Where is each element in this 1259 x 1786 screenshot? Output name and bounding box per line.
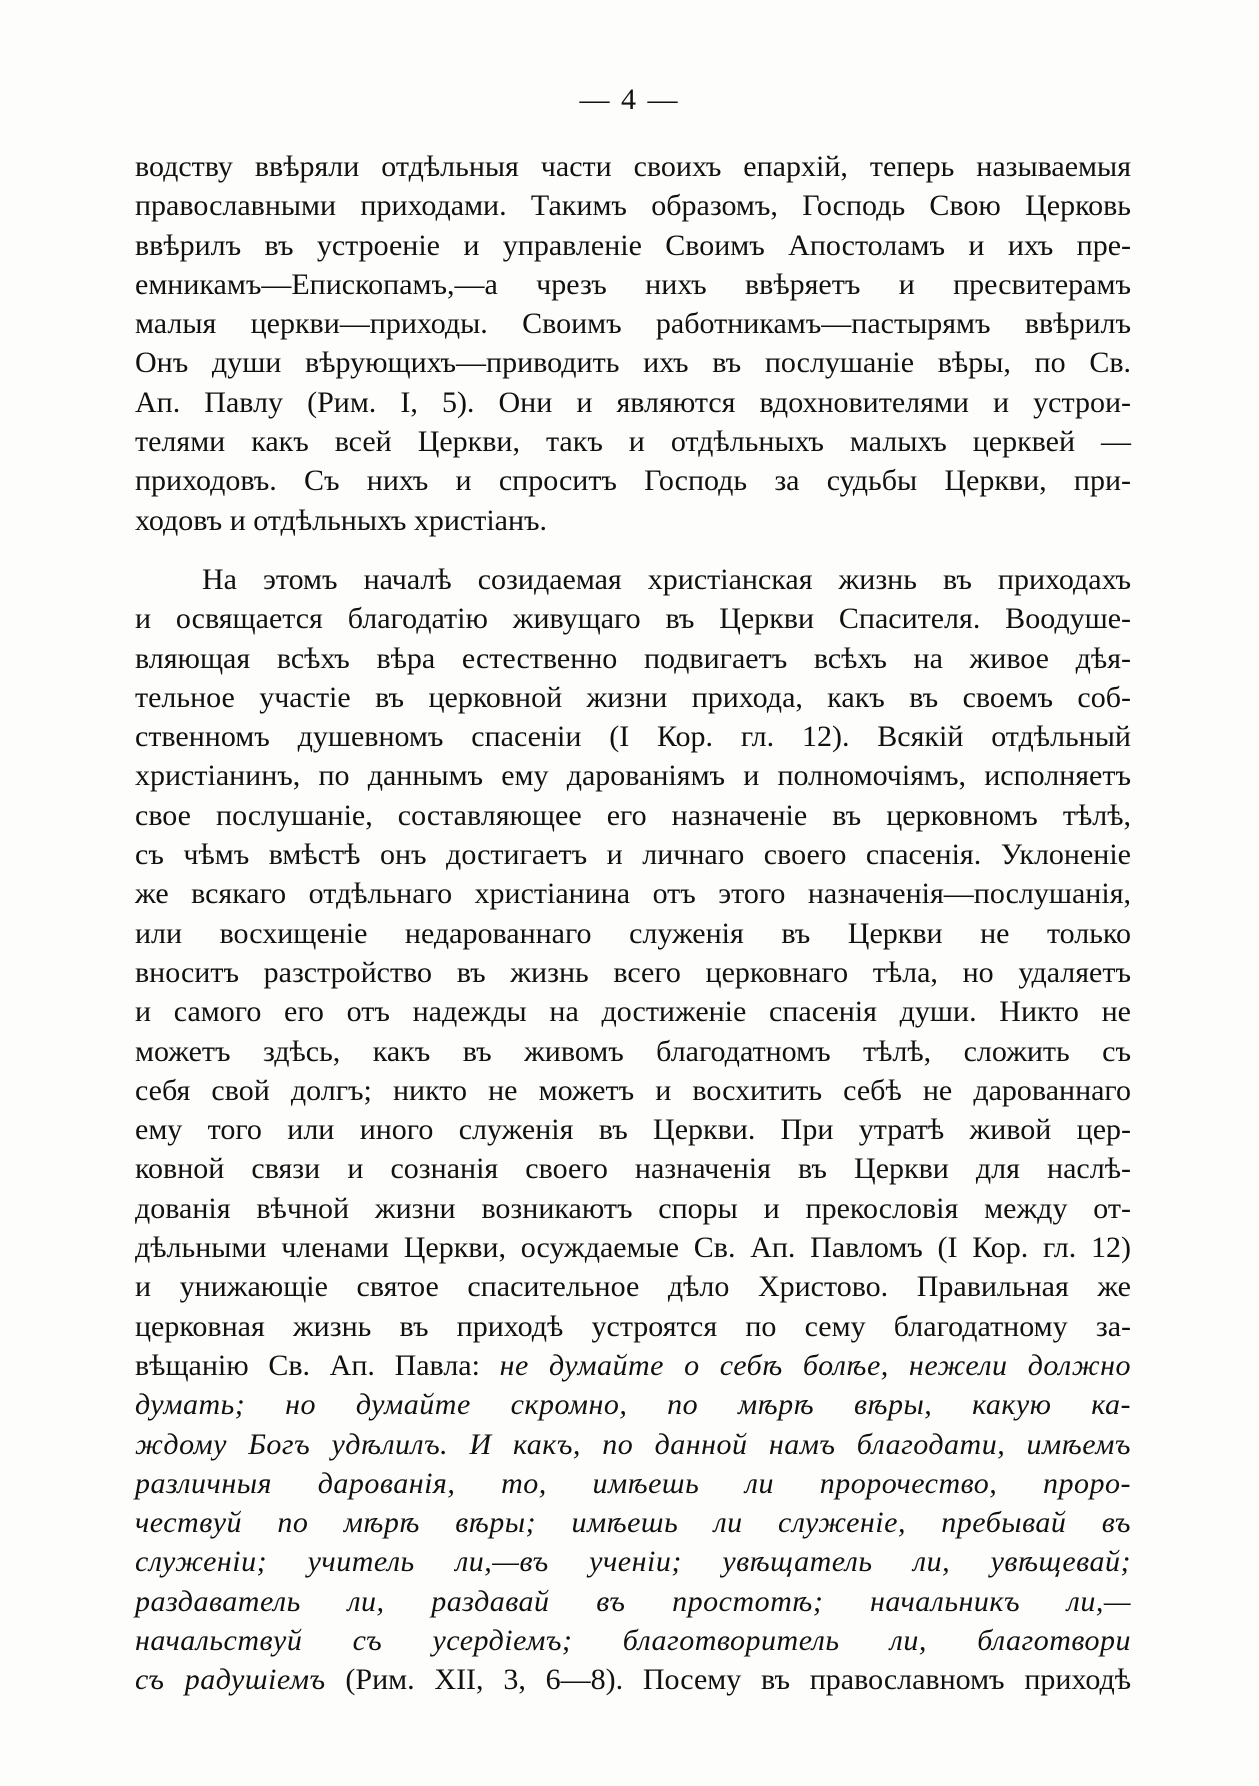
page-number: — 4 — <box>579 83 680 116</box>
text-line: и освящается благодатію живущаго въ Церкви Спасителя. Воодуше- <box>135 602 1131 636</box>
text-line: себя свой долгъ; никто не можетъ и восхитить себѣ не дарованнаго <box>135 1073 1131 1107</box>
text-line: свое послушаніе, составляющее его назначеніе въ церковномъ тѣлѣ, <box>135 798 1131 832</box>
text-line: и самого его отъ надежды на достиженіе спасенія души. Никто не <box>135 995 1131 1029</box>
text-line: На этомъ началѣ созидаемая христіанская жизнь въ приходахъ <box>202 563 1131 596</box>
regular-text: (Рим. XII, 3, 6—8). Посему въ православномъ приходѣ <box>325 1663 1132 1697</box>
text-line: же всякаго отдѣльнаго христіанина отъ этого назначенія—послушанія, <box>135 877 1131 911</box>
italic-quote-line: различныя дарованія, то, имѣешь ли пророчество, проро- <box>135 1466 1131 1500</box>
italic-quote-line: ждому Богъ удѣлилъ. И какъ, по данной намъ благодати, имѣемъ <box>135 1427 1131 1461</box>
text-line: Онъ души вѣрующихъ—приводить ихъ въ послушаніе вѣры, по Св. <box>135 346 1131 380</box>
paragraph-1 <box>135 147 1131 540</box>
text-line: ходовъ и отдѣльныхъ христіанъ. <box>135 503 548 537</box>
italic-quote-text: съ радушіемъ <box>135 1663 326 1697</box>
text-line: ковной связи и сознанія своего назначенія въ Церкви для наслѣ- <box>135 1152 1131 1186</box>
text-line: можетъ здѣсь, какъ въ живомъ благодатномъ тѣлѣ, сложить съ <box>135 1034 1131 1068</box>
text-line-mixed <box>135 1346 1131 1385</box>
text-line: дѣльными членами Церкви, осуждаемые Св. Ап. Павломъ (I Кор. гл. 12) <box>135 1231 1131 1265</box>
text-line: православными приходами. Такимъ образомъ, Господь Свою Церковь <box>135 189 1131 223</box>
text-line: или восхищеніе недарованнаго служенія въ Церкви не только <box>135 916 1131 950</box>
paragraph-2 <box>135 560 1131 1700</box>
italic-quote-line: служеніи; учитель ли,—въ ученіи; увѣщатель ли, увѣщевай; <box>135 1545 1131 1579</box>
text-line: дованія вѣчной жизни возникаютъ споры и прекословія между от- <box>135 1191 1131 1225</box>
italic-quote-line: чествуй по мѣрѣ вѣры; имѣешь ли служеніе, пребывай въ <box>135 1506 1131 1540</box>
italic-quote-text: не думайте о себѣ болѣе, нежели должно <box>499 1348 1132 1382</box>
text-line: церковная жизнь въ приходѣ устроятся по сему благодатному за- <box>135 1309 1131 1343</box>
text-line: и унижающіе святое спасительное дѣло Христово. Правильная же <box>135 1270 1131 1304</box>
text-line: Ап. Павлу (Рим. I, 5). Они и являются вдохновителями и устрои- <box>135 385 1131 419</box>
text-line: водству ввѣряли отдѣльныя части своихъ епархій, теперь называемыя <box>135 150 1131 183</box>
text-line: ввѣрилъ въ устроеніе и управленіе Своимъ Апостоламъ и ихъ пре- <box>135 228 1131 262</box>
text-line: телями какъ всей Церкви, такъ и отдѣльныхъ малыхъ церквей — <box>135 425 1131 459</box>
regular-text: вѣщанію Св. Ап. Павла: <box>135 1348 500 1382</box>
text-line: емникамъ—Епископамъ,—а чрезъ нихъ ввѣряетъ и пресвитерамъ <box>135 267 1131 301</box>
text-line: приходовъ. Съ нихъ и спроситъ Господь за судьбы Церкви, при- <box>135 464 1131 498</box>
text-line: вляющая всѣхъ вѣра естественно подвигаетъ всѣхъ на живое дѣя- <box>135 641 1131 675</box>
italic-quote-line: раздаватель ли, раздавай въ простотѣ; начальникъ ли,— <box>135 1584 1131 1618</box>
italic-quote-line: начальствуй съ усердіемъ; благотворитель ли, благотвори <box>135 1624 1131 1658</box>
text-line: христіанинъ, по даннымъ ему дарованіямъ и полномочіямъ, исполняетъ <box>135 759 1131 793</box>
text-line: съ чѣмъ вмѣстѣ онъ достигаетъ и личнаго своего спасенія. Уклоненіе <box>135 838 1131 872</box>
text-line: тельное участіе въ церковной жизни прихода, какъ въ своемъ соб- <box>135 680 1131 714</box>
italic-quote-line: думать; но думайте скромно, по мѣрѣ вѣры, какую ка- <box>135 1388 1131 1422</box>
text-line-mixed <box>135 1660 1131 1699</box>
text-line: ему того или иного служенія въ Церкви. При утратѣ живой цер- <box>135 1113 1131 1147</box>
text-line: малыя церкви—приходы. Своимъ работникамъ—пастырямъ ввѣрилъ <box>135 307 1131 341</box>
text-line: ственномъ душевномъ спасеніи (I Кор. гл. 12). Всякій отдѣльный <box>135 720 1131 754</box>
text-line: вноситъ разстройство въ жизнь всего церковнаго тѣла, но удаляетъ <box>135 955 1131 989</box>
